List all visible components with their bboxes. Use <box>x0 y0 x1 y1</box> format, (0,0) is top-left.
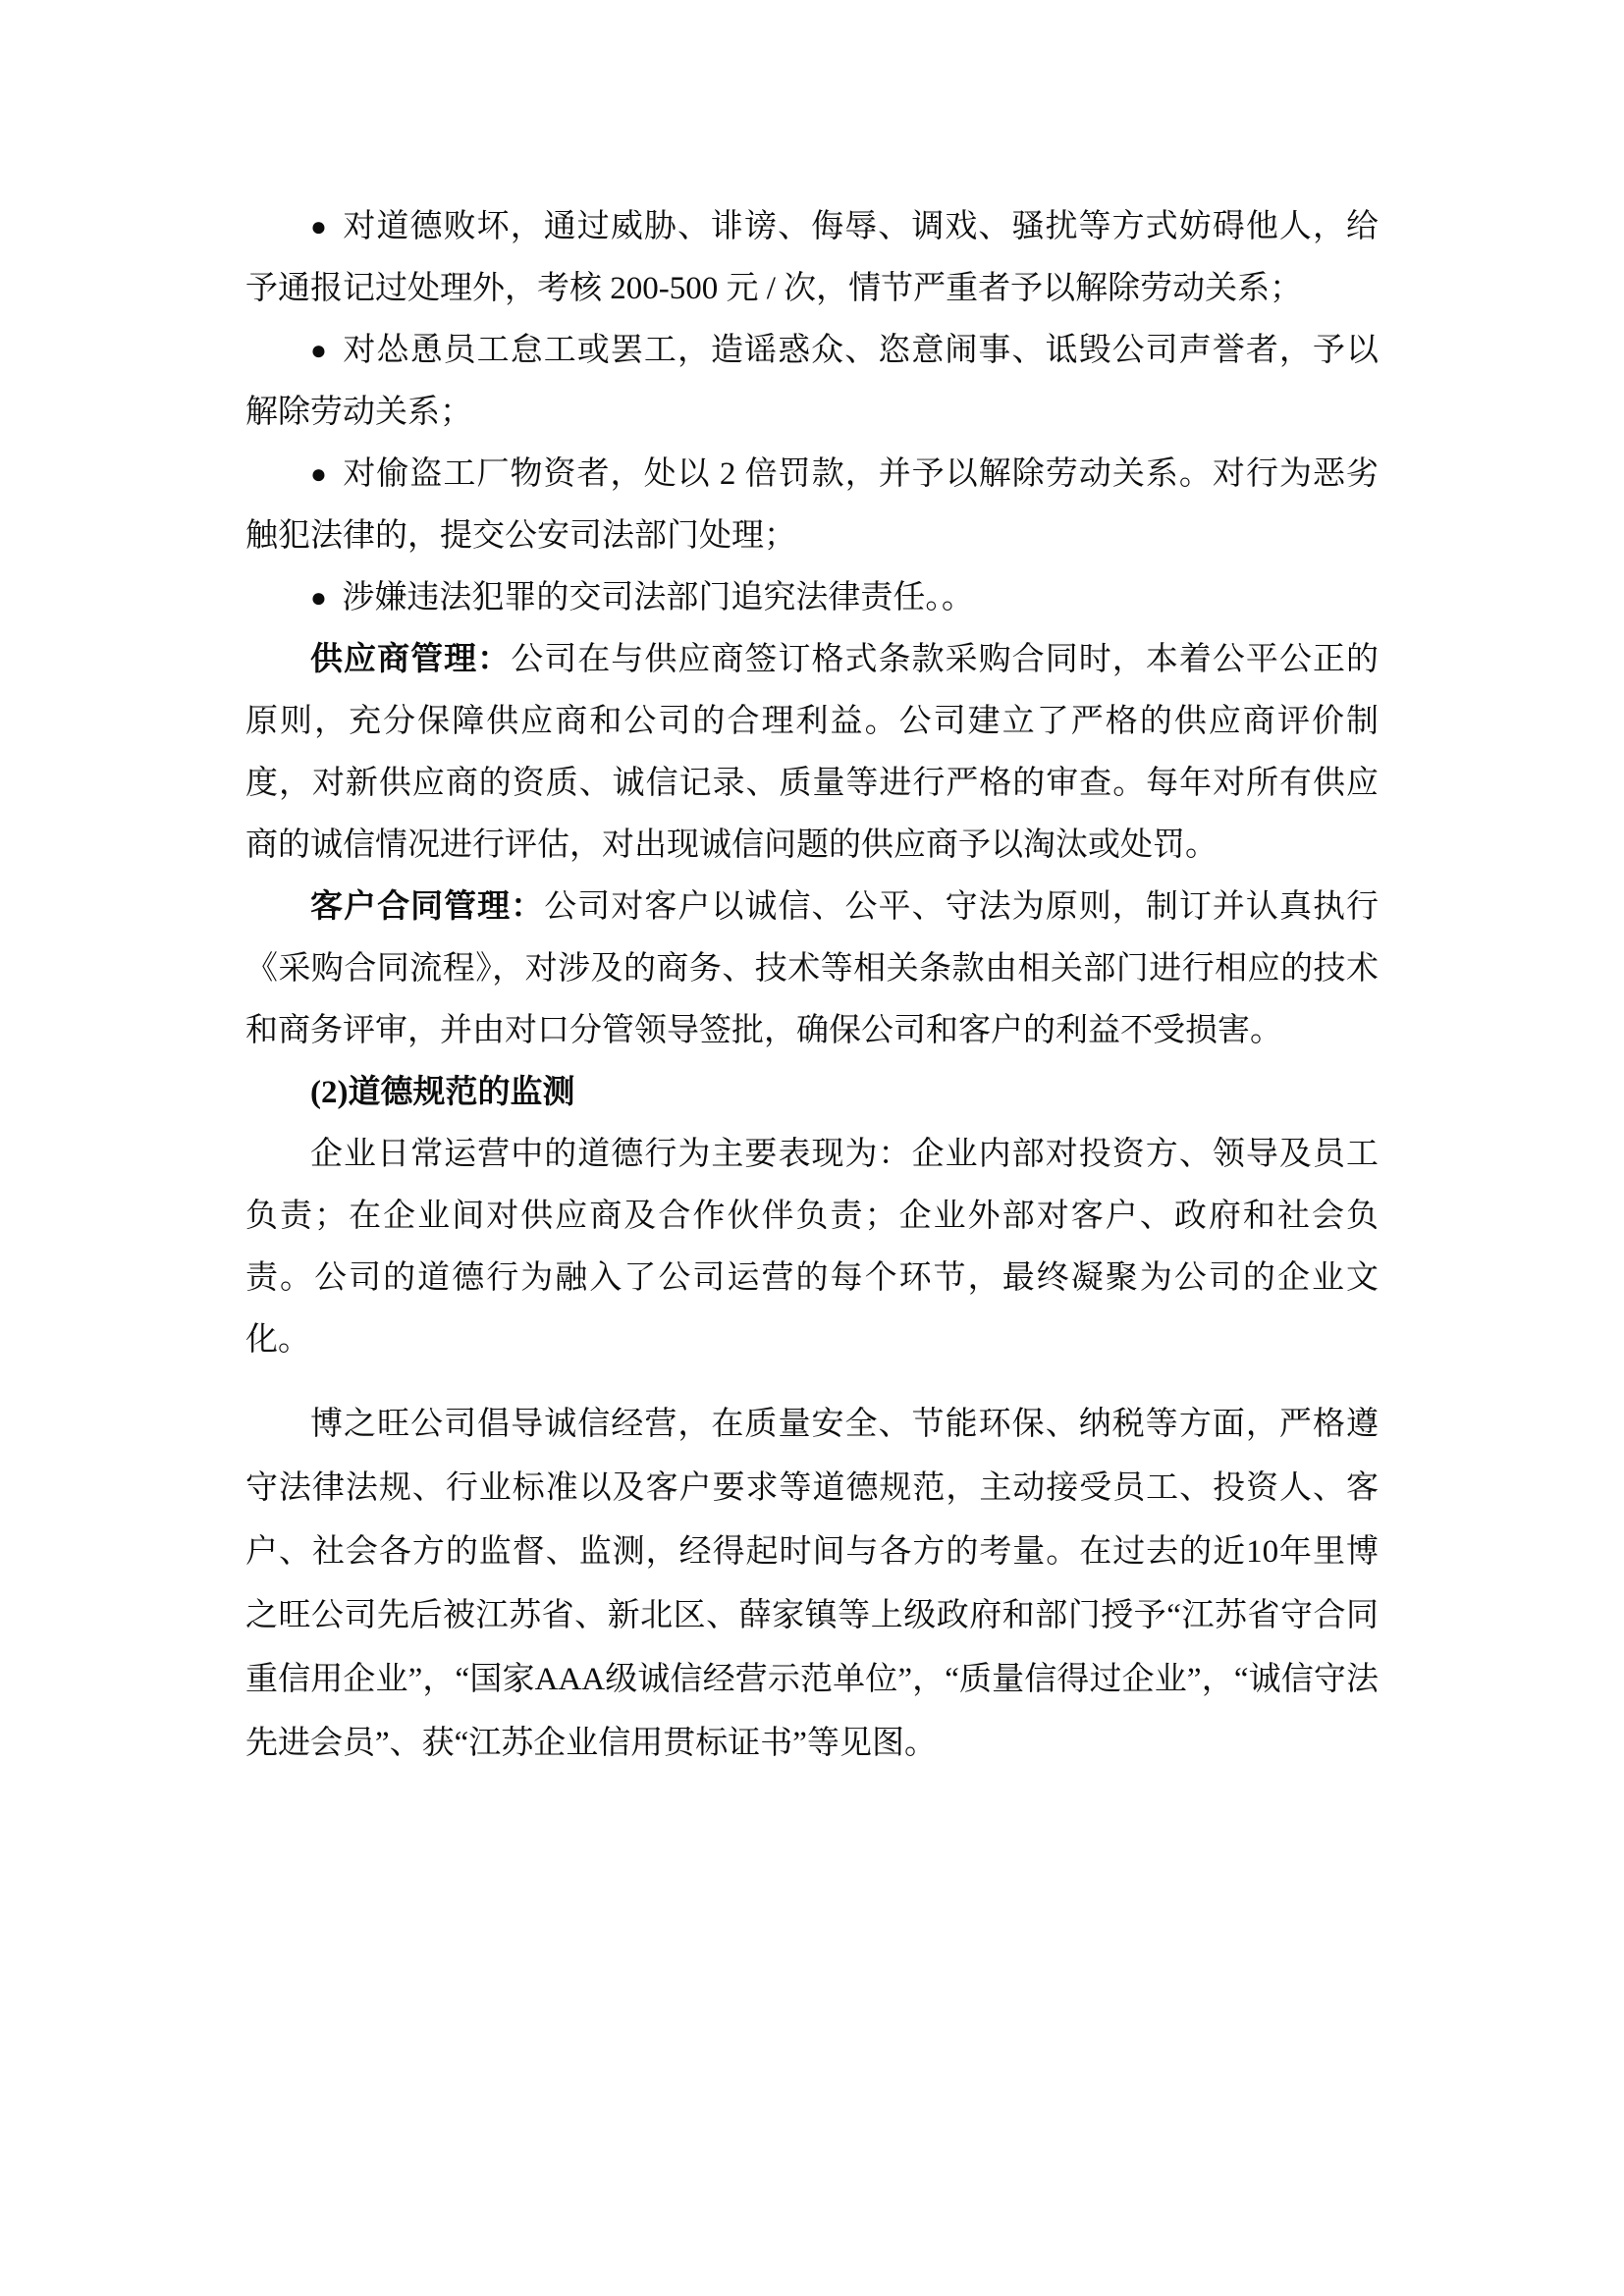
customer-contract-label: 客户合同管理： <box>310 889 545 925</box>
supplier-management-label: 供应商管理： <box>310 642 512 677</box>
bullet-item-incite-strike <box>245 320 1379 444</box>
bullet-text: 对偷盗工厂物资者，处以 2 倍罚款，并予以解除劳动关系。对行为恶劣触犯法律的，提交公安司法部门处理； <box>245 456 1379 554</box>
bullet-icon: ● <box>310 336 327 366</box>
bullet-item-criminal <box>245 567 1379 629</box>
section-heading-text: (2)道德规范的监测 <box>310 1075 575 1110</box>
bozhiwang-honors-paragraph: 博之旺公司倡导诚信经营，在质量安全、节能环保、纳税等方面，严格遵守法律法规、行业标准以及客户要求等道德规范，主动接受员工、投资人、客户、社会各方的监督、监测，经得起时间与各方的考量。在过去的近10年里博之旺公司先后被江苏省、新北区、薛家镇等上级政府和部门授予“江苏省守合同重信用企业”，“国家AAA级诚信经营示范单位”，“质量信得过企业”，“诚信守法先进会员”、获“江苏企业信用贯标证书”等见图。 <box>245 1407 1379 1761</box>
bullet-text: 对道德败坏，通过威胁、诽谤、侮辱、调戏、骚扰等方式妨碍他人，给予通报记过处理外，考核 200-500 元 / 次，情节严重者予以解除劳动关系； <box>245 209 1379 306</box>
bullet-text: 涉嫌违法犯罪的交司法部门追究法律责任。。 <box>342 580 974 615</box>
bullet-item-moral-corruption <box>245 196 1379 320</box>
customer-contract-body: 公司对客户以诚信、公平、守法为原则，制订并认真执行《采购合同流程》，对涉及的商务、技术等相关条款由相关部门进行相应的技术和商务评审，并由对口分管领导签批，确保公司和客户的利益不受损害。 <box>245 889 1380 1048</box>
section-heading-ethics-monitoring <box>245 1062 1379 1124</box>
bullet-icon: ● <box>310 212 327 242</box>
bullet-icon: ● <box>310 459 327 490</box>
bullet-icon: ● <box>310 583 327 614</box>
bullet-item-theft <box>245 444 1379 567</box>
ethics-behavior-paragraph: 企业日常运营中的道德行为主要表现为：企业内部对投资方、领导及员工负责；在企业间对供应商及合作伙伴负责；企业外部对客户、政府和社会负责。公司的道德行为融入了公司运营的每个环节，最终凝聚为公司的企业文化。 <box>245 1137 1379 1358</box>
document-content <box>245 196 1379 1776</box>
supplier-management-body: 公司在与供应商签订格式条款采购合同时，本着公平公正的原则，充分保障供应商和公司的合理利益。公司建立了严格的供应商评价制度，对新供应商的资质、诚信记录、质量等进行严格的审查。每年对所有供应商的诚信情况进行评估，对出现诚信问题的供应商予以淘汰或处罚。 <box>245 642 1380 863</box>
bullet-text: 对怂恿员工怠工或罢工，造谣惑众、恣意闹事、诋毁公司声誉者，予以解除劳动关系； <box>245 333 1379 430</box>
customer-contract-paragraph <box>245 877 1379 1062</box>
supplier-management-paragraph <box>245 629 1379 877</box>
